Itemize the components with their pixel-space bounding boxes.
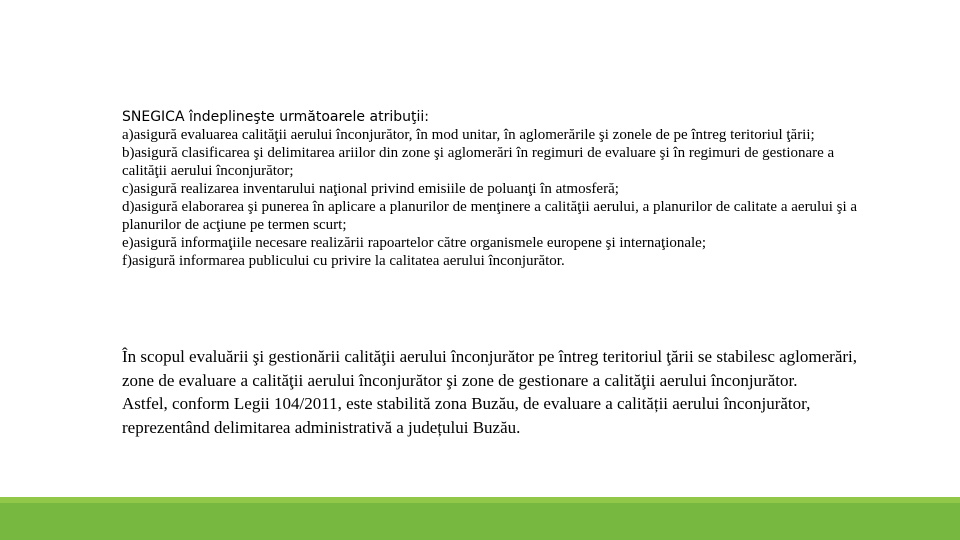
attribution-item-e: e)asigură informaţiile necesare realizării rapoartelor către organismele europene şi internaţionale; [122,235,707,251]
attributions-heading: SNEGICA îndeplineşte următoarele atribuţii: [122,109,429,125]
attributions-block [122,108,862,270]
evaluation-paragraph: În scopul evaluării şi gestionării calităţii aerului înconjurător pe întreg teritoriul ţării se stabilesc aglomerări, zone de evaluare a calităţii aerului înconjurător şi zone de gestionare a calităţii aerului înconjurător. [122,347,858,390]
bottom-accent-bar [0,497,960,540]
buzau-zone-paragraph: Astfel, conform Legii 104/2011, este stabilită zona Buzău, de evaluare a calității aerului înconjurător, reprezentând delimitarea administrativă a județului Buzău. [122,394,811,437]
attribution-item-c: c)asigură realizarea inventarului naţional privind emisiile de poluanţi în atmosferă; [122,181,619,197]
attribution-item-f: f)asigură informarea publicului cu privire la calitatea aerului înconjurător. [122,253,565,269]
attribution-item-a: a)asigură evaluarea calităţii aerului înconjurător, în mod unitar, în aglomerările şi zonele de pe întreg teritoriul ţării; [122,127,815,143]
evaluation-text-block [122,345,862,439]
bottom-accent-band [0,503,960,540]
attribution-item-d: d)asigură elaborarea şi punerea în aplicare a planurilor de menţinere a calităţii aerului, a planurilor de calitate a aerului şi a planurilor de acţiune pe termen scurt; [122,199,858,233]
attribution-item-b: b)asigură clasificarea şi delimitarea ariilor din zone şi aglomerări în regimuri de evaluare şi în regimuri de gestionare a calităţii aerului înconjurător; [122,145,835,179]
